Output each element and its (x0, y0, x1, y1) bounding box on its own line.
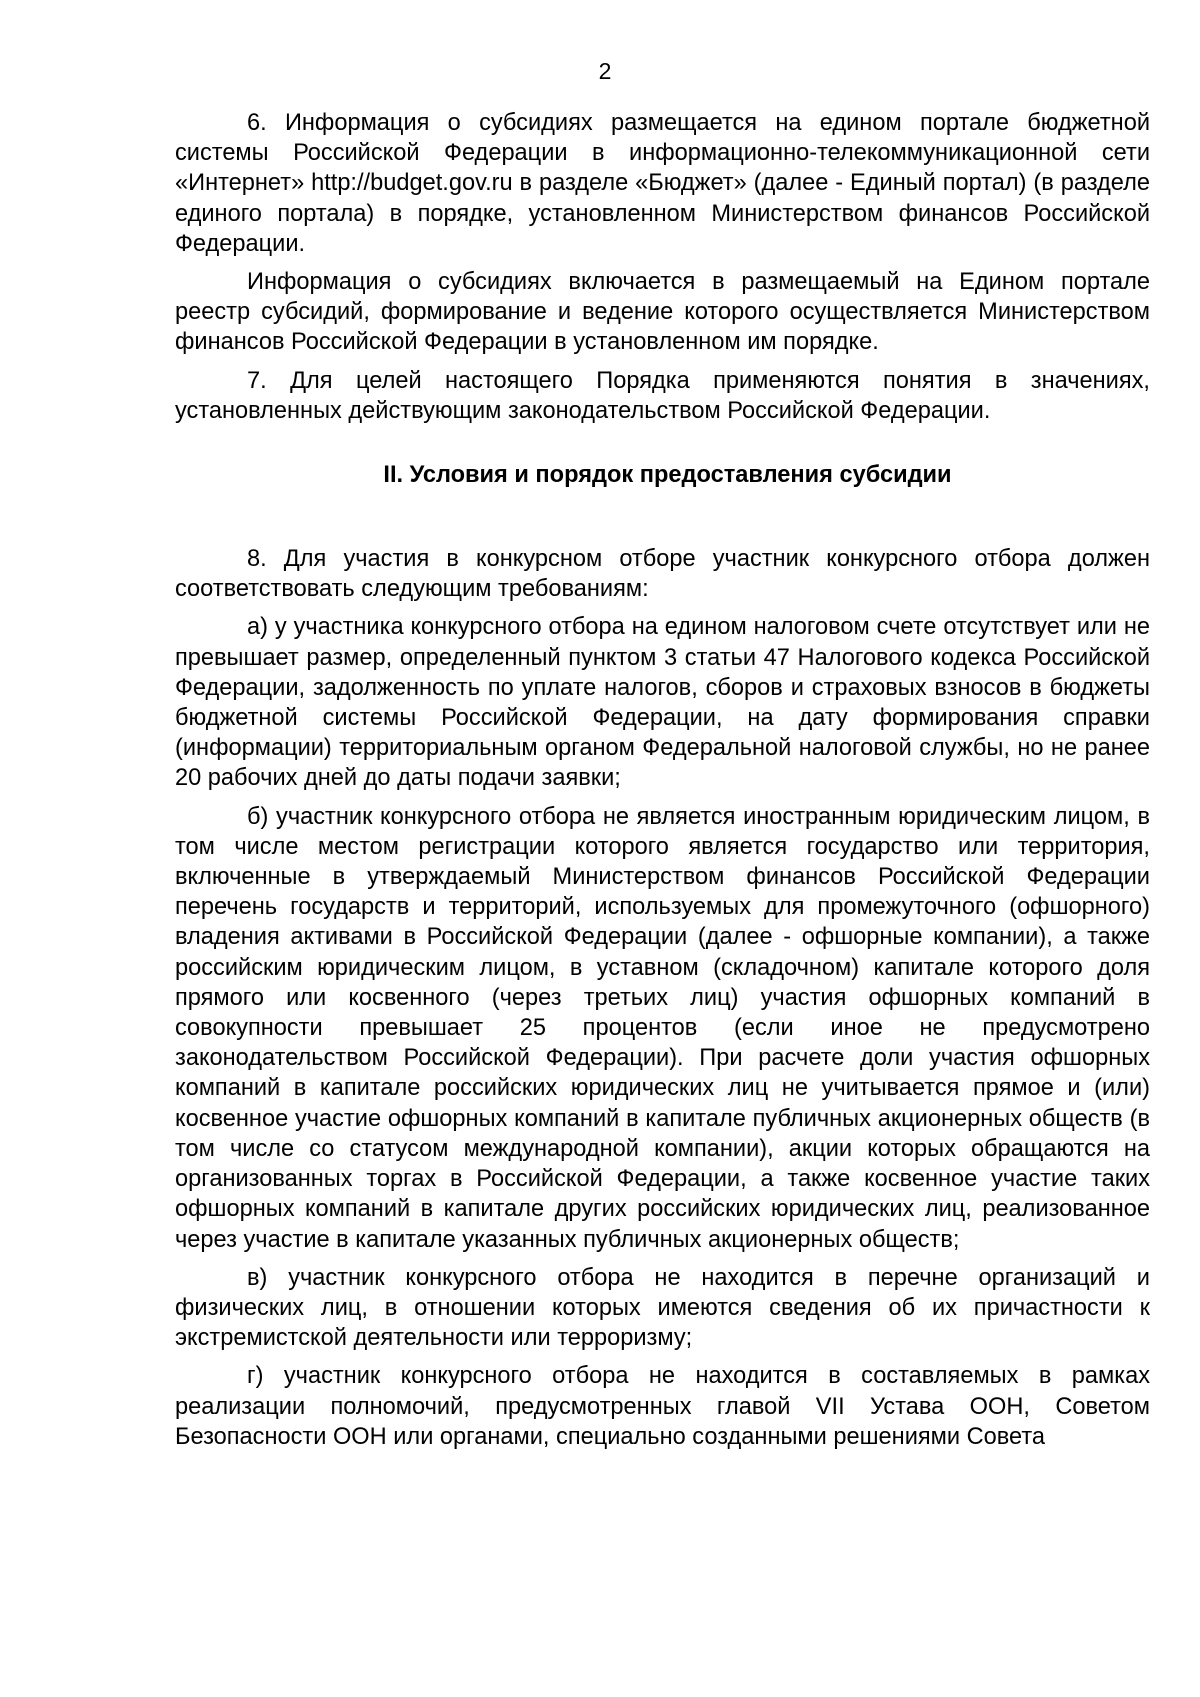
paragraph-6-registry: Информация о субсидиях включается в размещаемый на Едином портале реестр субсидий, формирование и ведение которого осуществляется Министерством финансов Российской Федерации в установленном им порядке. (175, 269, 1150, 356)
page-number: 2 (598, 58, 612, 84)
paragraph-6: 6. Информация о субсидиях размещается на едином портале бюджетной системы Российской Федерации в информационно-телекоммуникационной сети «Интернет» http://budget.gov.ru в разделе «Бюджет» (далее - Единый портал) (в разделе единого портала) в порядке, установленном Министерством финансов Российской Федерации. (175, 110, 1150, 257)
section-heading: II. Условия и порядок предоставления субсидии (383, 462, 952, 489)
paragraph-7: 7. Для целей настоящего Порядка применяются понятия в значениях, установленных действующим законодательством Российской Федерации. (175, 367, 1150, 424)
paragraph-8a: а) у участника конкурсного отбора на едином налоговом счете отсутствует или не превышает размер, определенный пунктом 3 статьи 47 Налогового кодекса Российской Федерации, задолженность по уплате налогов, сборов и страховых взносов в бюджеты бюджетной системы Российской Федерации, на дату формирования справки (информации) территориальным органом Федеральной налоговой службы, но не ранее 20 рабочих дней до даты подачи заявки; (175, 614, 1150, 792)
paragraph-8b: б) участник конкурсного отбора не является иностранным юридическим лицом, в том числе местом регистрации которого является государство или территория, включенные в утверждаемый Министерством финансов Российской Федерации перечень государств и территорий, используемых для промежуточного (офшорного) владения активами в Российской Федерации (далее - офшорные компании), а также российским юридическим лицом, в уставном (складочном) капитале которого доля прямого или косвенного (через третьих лиц) участия офшорных компаний в совокупности превышает 25 процентов (если иное не предусмотрено законодательством Российской Федерации). При расчете доли участия офшорных компаний в капитале российских юридических лиц не учитывается прямое и (или) косвенное участие офшорных компаний в капитале публичных акционерных обществ (в том числе со статусом международной компании), акции которых обращаются на организованных торгах в Российской Федерации, а также косвенное участие таких офшорных компаний в капитале других российских юридических лиц, реализованное через участие в капитале указанных публичных акционерных обществ; (175, 803, 1150, 1253)
paragraph-8v: в) участник конкурсного отбора не находится в перечне организаций и физических лиц, в отношении которых имеются сведения об их причастности к экстремистской деятельности или терроризму; (175, 1264, 1150, 1352)
paragraph-8g: г) участник конкурсного отбора не находится в составляемых в рамках реализации полномочий, предусмотренных главой VII Устава ООН, Советом Безопасности ООН или органами, специально созданными решениями Совета (175, 1363, 1150, 1450)
document-body (175, 108, 1150, 1460)
paragraph-8: 8. Для участия в конкурсном отборе участник конкурсного отбора должен соответствовать следующим требованиям: (175, 546, 1150, 603)
